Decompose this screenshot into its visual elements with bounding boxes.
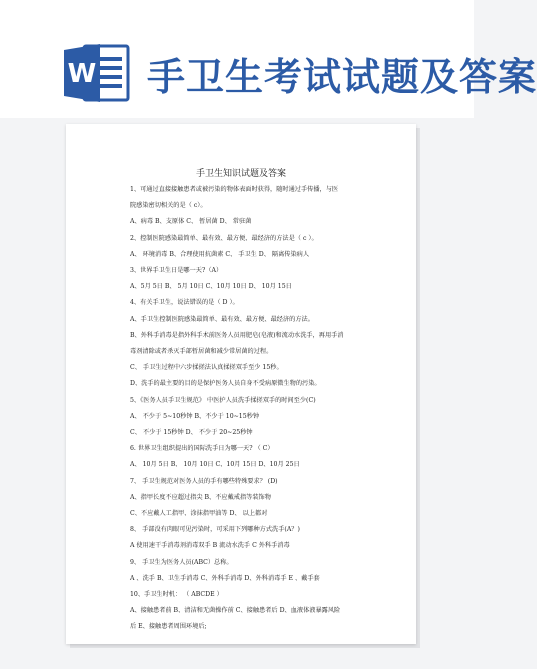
document-line: 1、可通过直接接触患者或被污染的物体表面时获得，随时通过手传播，与医	[130, 186, 339, 193]
word-document-icon	[62, 40, 132, 106]
document-line: A、 不少于 5~10秒钟 B、不少于 10~15秒钟	[130, 412, 260, 420]
banner-title: 手卫生考试试题及答案	[147, 55, 537, 99]
document-line: 10、手卫生时机： （ ABCDE ）	[130, 591, 223, 598]
document-line: 5、《医务人员手卫生规范》 中医护人员洗手揉搓双手的时间至少(C)	[130, 396, 316, 404]
document-line: C、 不少于 15秒钟 D、 不少于 20~25秒钟	[130, 429, 253, 436]
document-line: 毒剂清除或者杀灭手部暂居菌和减少常居菌的过程。	[130, 348, 273, 355]
document-line: 7、 手卫生规范对医务人员的手有哪些特殊要求？ (D)	[130, 477, 278, 485]
document-line: A、手卫生控制医院感染最简单、最有效、最方便、最经济的方法。	[130, 315, 314, 323]
document-title: 手卫生知识试题及答案	[195, 169, 286, 179]
document-line: 院感染密切相关的是（ c）。	[130, 202, 207, 210]
document-line: 9、 手卫生为医务人员(ABC）总称。	[130, 558, 233, 566]
document-line: 3、世界手卫生日是哪一天?（A）	[130, 267, 223, 274]
document-line: A 使用速干手消毒剂消毒双手 B 流动水洗手 C 外科手消毒	[130, 542, 290, 550]
document-line: A 、洗手 B、卫生手消毒 C、外科手消毒 D、外科消毒手 E 、戴手套	[130, 574, 320, 582]
document-line: A、5月 5日 B、 5月 10日 C、10月 10日 D、 10月 15日	[130, 283, 292, 291]
document-line: C、 手卫生过程中六步揉搓法认真揉搓双手至少 15秒。	[130, 364, 283, 372]
document-line: B、外科手消毒是指外科手术前医务人员用肥皂(皂液)和流动水洗手，再用手消	[130, 331, 344, 339]
document-line: A、 环境消毒 B、合理使用抗菌素 C、 手卫生 D、 隔离传染病人	[130, 250, 310, 258]
document-line: A、接触患者前 B、清洁和无菌操作前 C、接触患者后 D、血液体液暴露风险	[130, 607, 341, 615]
word-icon-letter: W	[67, 59, 97, 89]
document-line: A、 10月 5日 B、 10月 10日 C、10月 15日 D、10月 25日	[130, 461, 300, 469]
document-line: 6. 世界卫生组织提出的国际洗手日为哪一天? （ C）	[130, 445, 274, 453]
document-line: 后 E、接触患者周围环境后;	[130, 623, 207, 631]
document-line: A、指甲长度不应超过指尖 B、不应戴戒指等装饰物	[130, 493, 271, 501]
header-banner	[0, 0, 537, 118]
document-line: A、病毒 B、支原体 C、 暂居菌 D、 常驻菌	[130, 218, 252, 226]
document-page	[66, 124, 416, 644]
document-line: 8、 手部没有肉眼可见污染时，可采用下列哪种方式洗手(A？)	[130, 526, 300, 534]
document-line: 4、有关手卫生，说法错误的是（ D ）。	[130, 299, 239, 307]
document-line: D、洗手的最主要的目的是保护医务人员自身不受病原微生物的污染。	[130, 380, 321, 388]
document-line: C、不应戴人工指甲、涂抹指甲油等 D、 以上都对	[130, 510, 268, 517]
document-line: 2、控制医院感染最简单、最有效、最方便、最经济的方法是（ c ）。	[130, 234, 318, 242]
